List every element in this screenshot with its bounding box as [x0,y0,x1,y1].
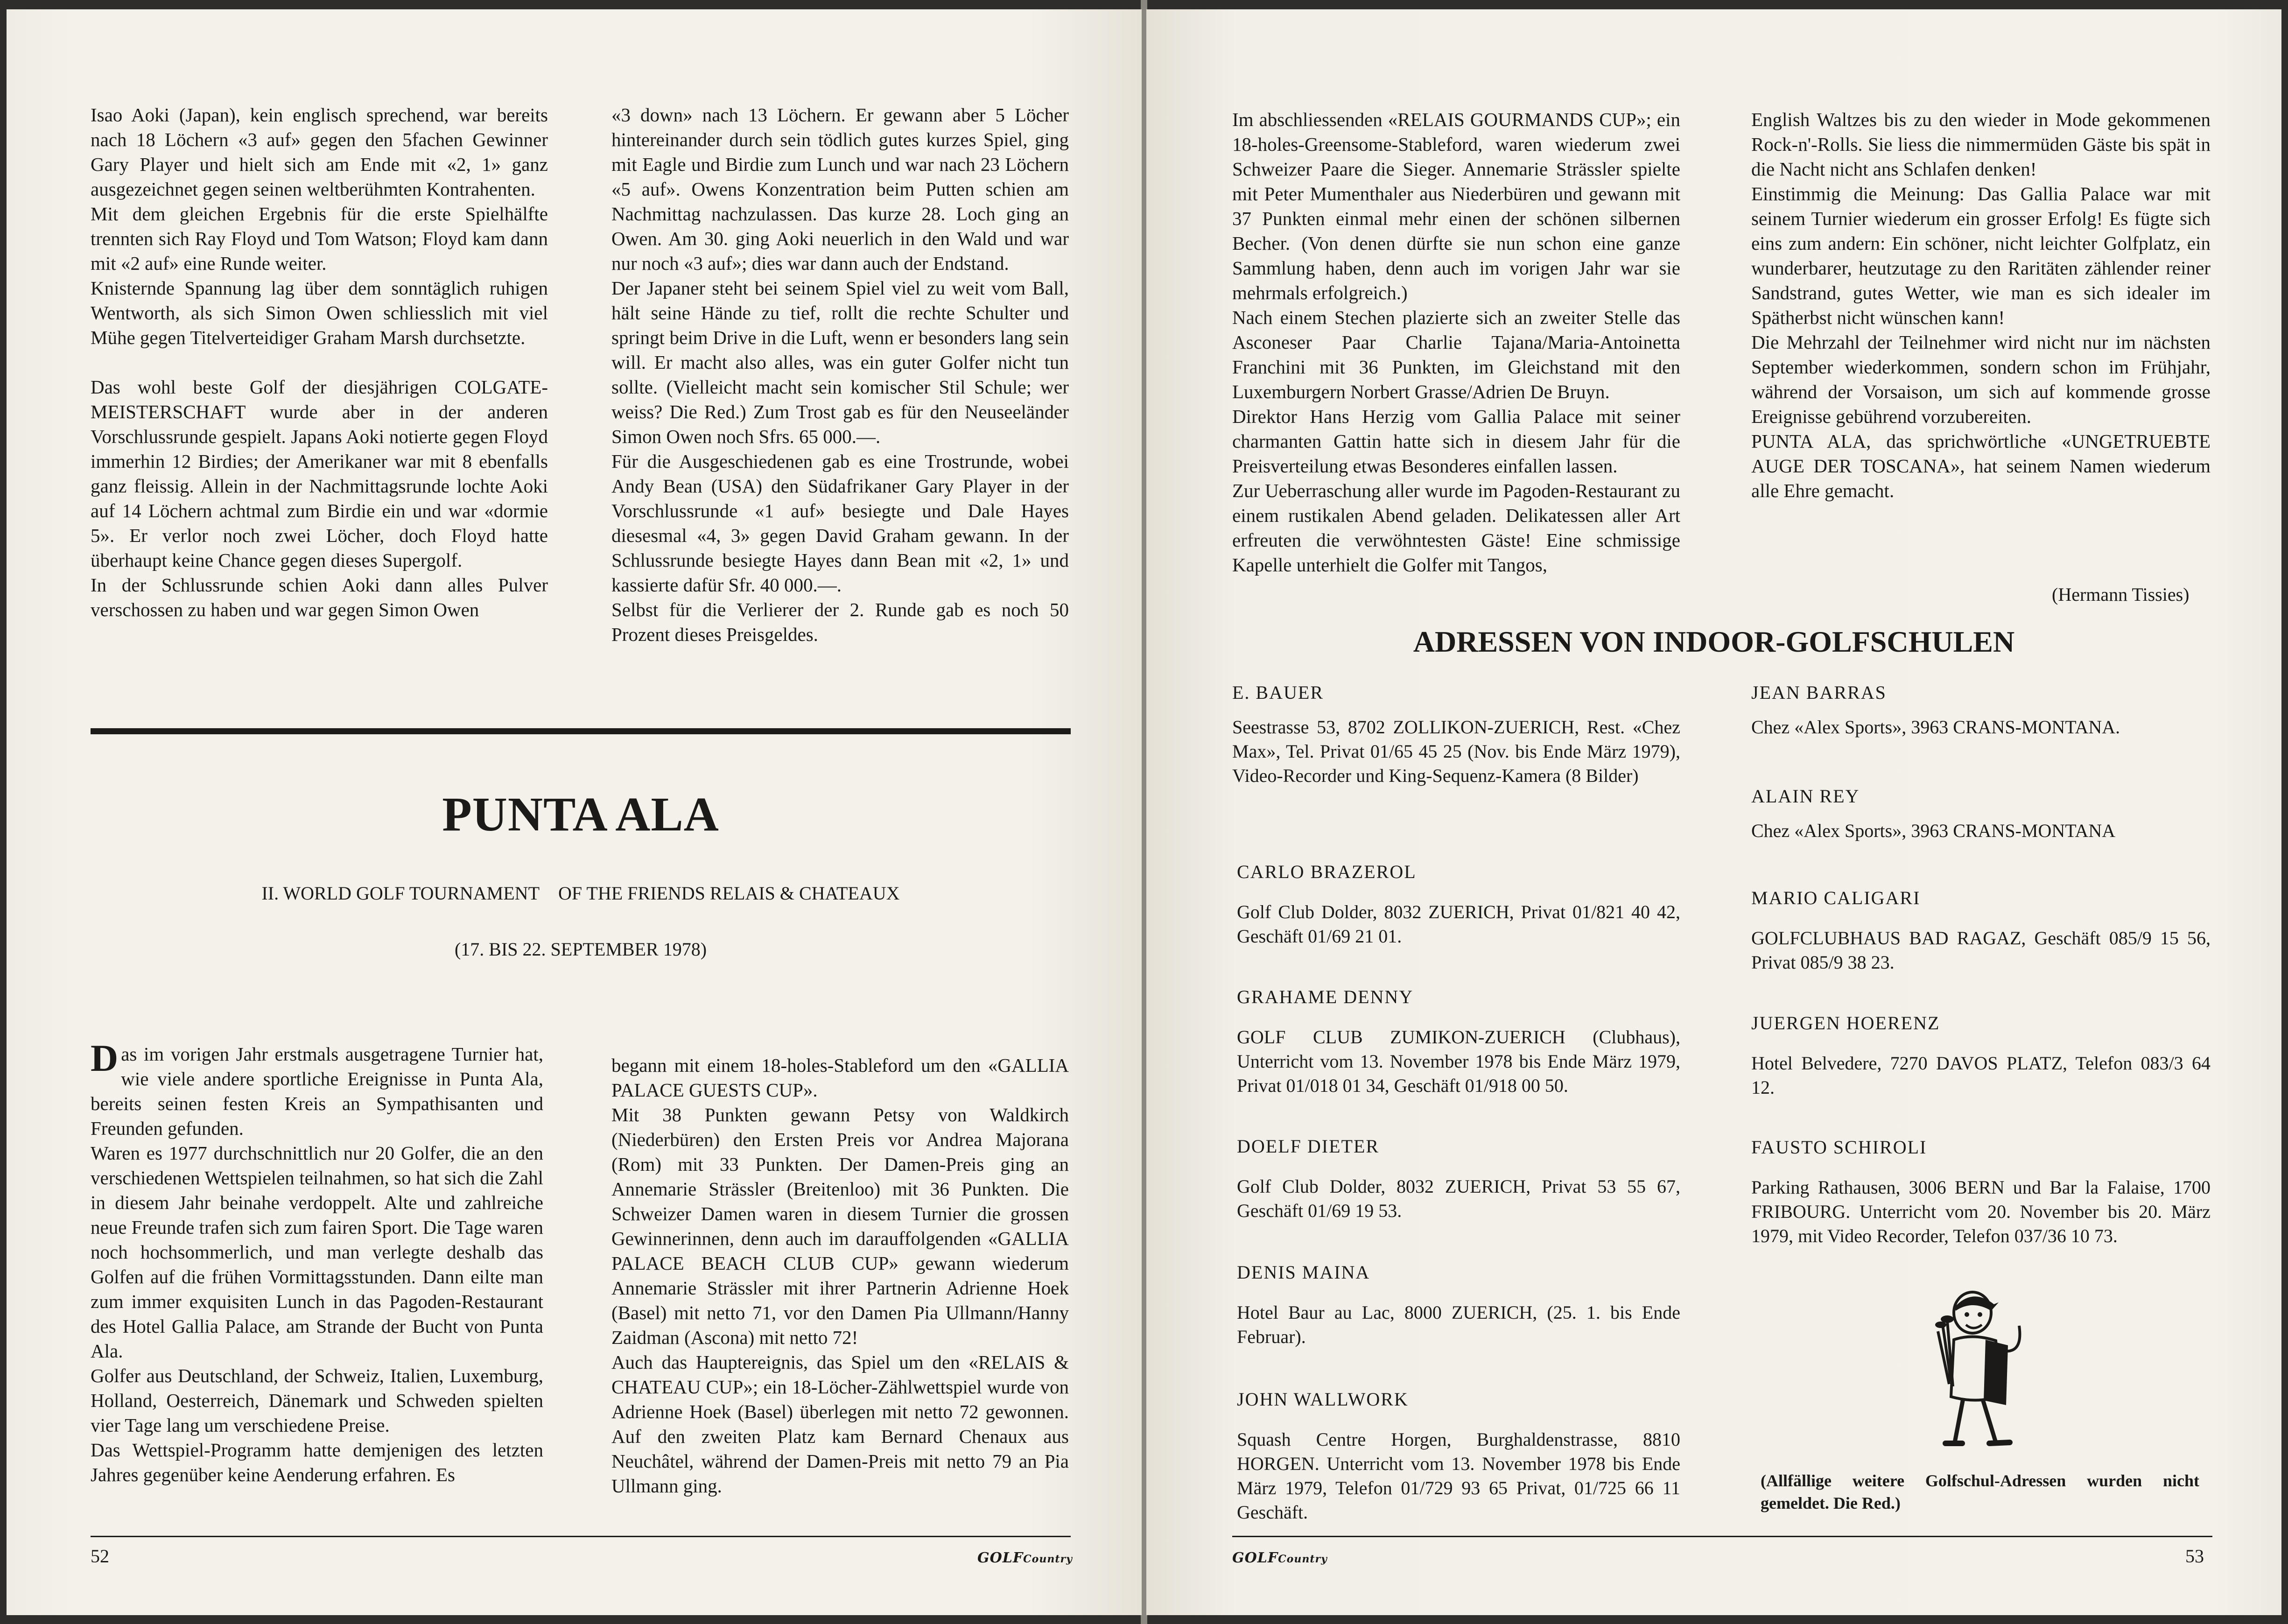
drop-cap: D [91,1037,119,1079]
right-top-column-2 [1751,107,2211,503]
paragraph: Für die Ausgeschiedenen gab es eine Trostrunde, wobei Andy Bean (USA) den Südafrikaner Gary Player in der Vorschlussrunde «1 auf» besiegte und Dale Hayes diesesmal «4, 3» gegen David Graham gewann. In der Schlussrunde besiegte Hayes dann Bean mit «2, 1» und kassierte dafür Sfr. 40 000.—. [611,450,1069,596]
address-entry [1237,860,1680,949]
golfer-illustration [1902,1288,2056,1456]
address-entry [1237,1260,1680,1349]
paragraph: English Waltzes bis zu den wieder in Mode gekommenen Rock-n'-Rolls. Sie liess die nimmermüden Gäste bis spät in die Nacht nicht ans Schlafen denken! [1751,109,2211,180]
instructor-name: CARLO BRAZEROL [1237,861,1417,882]
paragraph: Das wohl beste Golf der diesjährigen COLGATE-MEISTERSCHAFT wurde aber in der anderen Vorschlussrunde gespielt. Japans Aoki notierte gegen Floyd immerhin 12 Birdies; der Amerikaner war mit 8 ebenfalls ganz fleissig. Allein in der Nachmittagsrunde lochte Aoki auf 14 Löchern achtmal zum Birdie ein und war «dormie 5». Er verlor noch zwei Löcher, doch Floyd hatte überhaupt keine Chance gegen dieses Supergolf. [91,376,548,571]
address-entry [1751,784,2211,843]
editor-note: (Allfällige weitere Golfschul-Adressen wurden nicht gemeldet. Die Red.) [1761,1471,2199,1512]
paragraph: Der Japaner steht bei seinem Spiel viel zu weit vom Ball, hält seine Hände zu tief, rollt die rechte Schulter und springt beim Drive in die Luft, wenn er besonders lang sein will. Er macht also alles, was ein guter Golfer nicht tun sollte. (Vielleicht macht sein komischer Stil Schule; wer weiss? Die Red.) Zum Trost gab es für den Neuseeländer Simon Owen noch Sfrs. 65 000.—. [611,277,1069,447]
golf-country-logo [1232,1550,1327,1566]
paragraph: begann mit einem 18-holes-Stableford um den «GALLIA PALACE GUESTS CUP». [611,1055,1069,1101]
lead-text: as im vorigen Jahr erstmals ausgetragene Turnier hat, wie viele andere sportliche Ereignisse in Punta Ala, bereits seinen festen Kreis an Sympathisanten und Freunden gefunden. [91,1043,543,1139]
paragraph: Knisternde Spannung lag über dem sonntäglich ruhigen Wentworth, als sich Simon Owen schliesslich mit viel Mühe gegen Titelverteidiger Graham Marsh durchsetzte. [91,277,548,348]
address-text: Seestrasse 53, 8702 ZOLLIKON-ZUERICH, Rest. «Chez Max», Tel. Privat 01/65 45 25 (Nov. bis Ende März 1979), Video-Recorder und King-Sequenz-Kamera (8 Bilder) [1232,717,1680,786]
instructor-name: JUERGEN HOERENZ [1751,1012,1940,1033]
paragraph: Im abschliessenden «RELAIS GOURMANDS CUP»; ein 18-holes-Greensome-Stableford, waren wiederum zwei Schweizer Paare die Sieger. Annemarie Strässler spielte mit Peter Mumenthaler aus Niederbüren und gewann mit 37 Punkten einmal mehr einen der schönen silbernen Becher. (Von denen dürfte sie nun schon eine ganze Sammlung haben, denn auch im vorigen Jahr war sie mehrmals erfolgreich.) [1232,109,1680,303]
page-left [7,9,1142,1615]
instructor-name: E. BAUER [1232,682,1324,703]
paragraph: Einstimmig die Meinung: Das Gallia Palace war mit seinem Turnier wiederum ein grosser Erfolg! Es fügte sich eins zum andern: Ein schöner, nicht leichter Golfplatz, ein wunderbarer, heutzutage zu den Raritäten zählender reiner Sandstrand, gutes Wetter, wie man es sich idealer im Spätherbst nicht wünschen kann! [1751,183,2211,328]
paragraph: Die Mehrzahl der Teilnehmer wird nicht nur im nächsten September wiederkommen, sondern schon im Frühjahr, während der Vorsaison, um sich auf kommende grosse Ereignisse gebührend vorzubereiten. [1751,331,2211,427]
address-text: Squash Centre Horgen, Burghaldenstrasse, 8810 HORGEN. Unterricht vom 13. November 1978 bis Ende März 1979, Telefon 01/729 93 65 Privat, 01/725 66 11 Geschäft. [1237,1429,1680,1523]
instructor-name: ALAIN REY [1751,786,1860,807]
paragraph [91,1037,543,1141]
left-top-column-1 [91,103,548,622]
subline-part-b: OF THE FRIENDS RELAIS & CHATEAUX [558,883,900,904]
article-subline [91,882,1071,904]
page-right [1146,9,2281,1615]
address-text: GOLFCLUBHAUS BAD RAGAZ, Geschäft 085/9 15 56, Privat 085/9 38 23. [1751,928,2211,973]
page-number: 53 [2185,1546,2204,1567]
instructor-name: JEAN BARRAS [1751,682,1887,703]
paragraph: Isao Aoki (Japan), kein englisch sprechend, war bereits nach 18 Löchern «3 auf» gegen den 5fachen Gewinner Gary Player und hielt sich am Ende mit «2, 1» ganz ausgezeichnet gegen seinen weltberühmten Kontrahenten. [91,104,548,200]
address-text: GOLF CLUB ZUMIKON-ZUERICH (Clubhaus), Unterricht vom 13. November 1978 bis Ende März 1979, Privat 01/018 01 34, Geschäft 01/918 00 50. [1237,1026,1680,1096]
paragraph: «3 down» nach 13 Löchern. Er gewann aber 5 Löcher hintereinander durch sein tödlich gutes kurzes Spiel, ging mit Eagle und Birdie zum Lunch und war nach 23 Löchern «5 auf». Owens Konzentration beim Putten schien am Nachmittag nachzulassen. Das kurze 28. Loch ging an Owen. Am 30. ging Aoki neuerlich in den Wald und war nur noch «3 auf»; dies war dann auch der Endstand. [611,104,1069,274]
logo-sub: Country [1278,1553,1327,1565]
page-number: 52 [91,1546,109,1567]
paragraph: In der Schlussrunde schien Aoki dann alles Pulver verschossen zu haben und war gegen Simon Owen [91,574,548,620]
address-entry [1751,886,2211,975]
address-text: Chez «Alex Sports», 3963 CRANS-MONTANA [1751,820,2116,841]
paragraph: PUNTA ALA, das sprichwörtliche «UNGETRUEBTE AUGE DER TOSCANA», hat seinem Namen wiederum alle Ehre gemacht. [1751,430,2211,501]
address-entry [1237,1387,1680,1525]
subline-part-a: II. WORLD GOLF TOURNAMENT [261,883,540,904]
paragraph: Waren es 1977 durchschnittlich nur 20 Golfer, die an den verschiedenen Wettspielen teilnahmen, so hat sich die Zahl in diesem Jahr beinahe verdoppelt. Alte und zahlreiche neue Freunde trafen sich zum fairen Sport. Die Tage waren noch hochsommerlich, und man verlegte deshalb das Golfen auf die frühen Vormittagsstunden. Dann eilte man zum immer exquisiten Lunch in das Pagoden-Restaurant des Hotel Gallia Palace, am Strande der Bucht von Punta Ala. [91,1142,543,1362]
address-entry [1232,681,1680,788]
logo-sub: Country [1023,1553,1073,1565]
left-bottom-column-2 [611,1053,1069,1498]
paragraph: Selbst für die Verlierer der 2. Runde gab es noch 50 Prozent dieses Preisgeldes. [611,599,1069,645]
section-divider [91,728,1071,734]
address-text: Chez «Alex Sports», 3963 CRANS-MONTANA. [1751,717,2120,738]
paragraph: Zur Ueberraschung aller wurde im Pagoden-Restaurant zu einem rustikalen Abend geladen. Delikatessen aller Art erfreuten die verwöhntesten Gäste! Eine schmissige Kapelle unterhielt die Golfer mit Tangos, [1232,480,1680,576]
paragraph: Das Wettspiel-Programm hatte demjenigen des letzten Jahres gegenüber keine Aenderung erfahren. Es [91,1439,543,1485]
instructor-name: FAUSTO SCHIROLI [1751,1137,1927,1158]
footer-rule [91,1536,1071,1537]
address-text: Golf Club Dolder, 8032 ZUERICH, Privat 53 55 67, Geschäft 01/69 19 53. [1237,1176,1680,1221]
instructor-name: DENIS MAINA [1237,1262,1370,1283]
addresses-heading: ADRESSEN VON INDOOR-GOLFSCHULEN [1413,625,2015,658]
author-signature: (Hermann Tissies) [2052,584,2190,605]
address-text: Parking Rathausen, 3006 BERN und Bar la Falaise, 1700 FRIBOURG. Unterricht vom 20. November bis 20. März 1979, mit Video Recorder, Telefon 037/36 10 73. [1751,1177,2211,1246]
logo-word: GOLF [977,1550,1024,1566]
address-text: Golf Club Dolder, 8032 ZUERICH, Privat 01/821 40 42, Geschäft 01/69 21 01. [1237,901,1680,947]
footer-rule [1232,1536,2212,1537]
instructor-name: MARIO CALIGARI [1751,887,1921,908]
golf-country-logo [977,1550,1073,1566]
address-entry [1237,1134,1680,1223]
address-text: Hotel Belvedere, 7270 DAVOS PLATZ, Telefon 083/3 64 12. [1751,1053,2211,1098]
address-entry [1751,1011,2211,1100]
right-top-column-1 [1232,107,1680,577]
address-entry [1751,681,2211,739]
address-text: Hotel Baur au Lac, 8000 ZUERICH, (25. 1. bis Ende Februar). [1237,1302,1680,1347]
paragraph: Mit 38 Punkten gewann Petsy von Waldkirch (Niederbüren) den Ersten Preis vor Andrea Majorana (Rom) mit 33 Punkten. Der Damen-Preis ging an Annemarie Strässler (Breitenloo) mit 36 Punkten. Die Schweizer Damen waren in diesem Turnier die grossen Gewinnerinnen, denn auch im darauffolgenden «GALLIA PALACE BEACH CLUB CUP» gewann wiederum Annemarie Strässler mit ihrer Partnerin Adrienne Hoek (Basel) mit netto 71, vor den Damen Pia Ullmann/Hanny Zaidman (Ascona) mit netto 72! [611,1104,1069,1348]
instructor-name: DOELF DIETER [1237,1136,1380,1157]
instructor-name: JOHN WALLWORK [1237,1389,1409,1410]
paragraph: Golfer aus Deutschland, der Schweiz, Italien, Luxemburg, Holland, Oesterreich, Dänemark und Schweden spielten vier Tage lang um verschiedene Preise. [91,1365,543,1436]
left-top-column-2 [611,103,1069,647]
article-dateline: (17. BIS 22. SEPTEMBER 1978) [454,939,707,960]
paragraph: Nach einem Stechen plazierte sich an zweiter Stelle das Asconeser Paar Charlie Tajana/Maria-Antoinetta Franchini mit 36 Punkten, im Gleichstand mit den Luxemburgern Norbert Grasse/Adrien De Bruyn. [1232,307,1680,402]
instructor-name: GRAHAME DENNY [1237,986,1414,1007]
paragraph: Mit dem gleichen Ergebnis für die erste Spielhälfte trennten sich Ray Floyd und Tom Watson; Floyd kam dann mit «2 auf» eine Runde weiter. [91,203,548,274]
address-entry [1237,985,1680,1098]
left-bottom-column-1 [91,1037,543,1487]
paragraph: Direktor Hans Herzig vom Gallia Palace mit seiner charmanten Gattin hatte sich in diesem Jahr für die Preisverteilung etwas Besonderes einfallen lassen. [1232,406,1680,477]
article-headline: PUNTA ALA [442,787,719,841]
paragraph: Auch das Hauptereignis, das Spiel um den «RELAIS & CHATEAU CUP»; ein 18-Löcher-Zählwettspiel wurde von Adrienne Hoek (Basel) überlegen mit netto 72 gewonnen. Auf den zweiten Platz kam Bernard Chenaux aus Neuchâtel, während der Damen-Preis mit netto 79 an Pia Ullmann ging. [611,1351,1069,1497]
logo-word: GOLF [1232,1550,1278,1566]
address-entry [1751,1135,2211,1248]
